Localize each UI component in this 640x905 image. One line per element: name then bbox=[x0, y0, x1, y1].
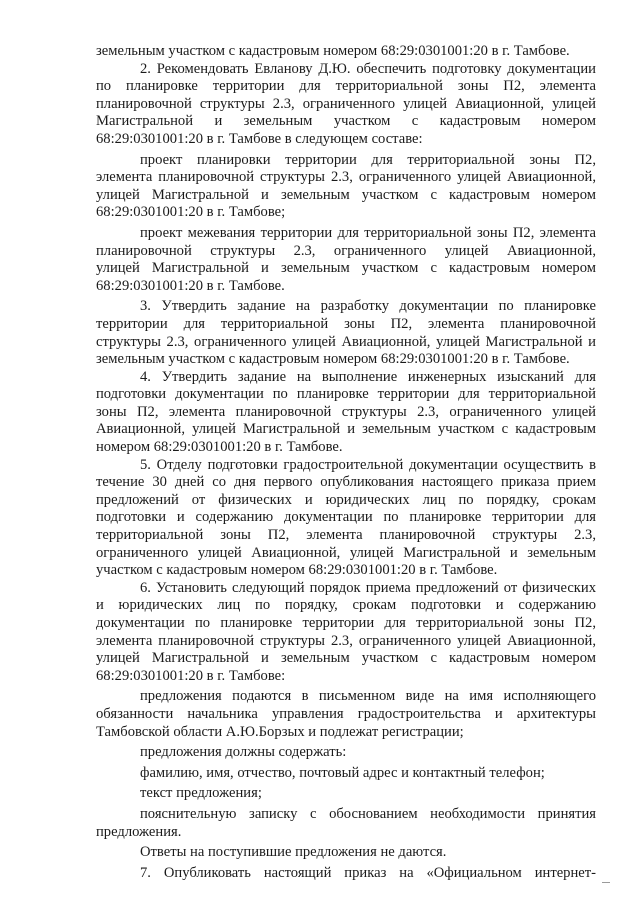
text-line: течение 30 дней со дня первого опубликования настоящего приказа прием bbox=[96, 474, 596, 491]
text-line: земельным участком с кадастровым номером 68:29:0301001:20 в г. Тамбове. bbox=[96, 43, 570, 59]
text-line: фамилию, имя, отчество, почтовый адрес и контактный телефон; bbox=[140, 764, 545, 781]
text-line: ограниченного улицей Авиационной, улицей Магистральной и земельным bbox=[96, 544, 596, 561]
text-line: 3. Утвердить задание на разработку документации по планировке bbox=[140, 298, 596, 315]
text-line: структуры 2.3, ограниченного улицей Авиационной, улицей Магистральной и bbox=[96, 333, 596, 350]
text-line: улицей Магистральной и земельным участком с кадастровым номером bbox=[96, 186, 596, 203]
text-line: 4. Утвердить задание на выполнение инженерных изысканий для bbox=[140, 368, 596, 385]
text-line: планировочной структуры 2.3, ограниченного улицей Авиационной, bbox=[96, 242, 596, 259]
text-line: 68:29:0301001:20 в г. Тамбове; bbox=[96, 204, 286, 221]
text-line: земельным участком с кадастровым номером 68:29:0301001:20 в г. Тамбове. bbox=[96, 351, 570, 368]
text-line: 68:29:0301001:20 в г. Тамбове: bbox=[96, 667, 286, 684]
text-line: территориальной зоны П2, элемента планировочной структуры 2.3, bbox=[96, 527, 596, 544]
text-line: предложений от физических и юридических лиц по порядку, срокам bbox=[96, 491, 596, 508]
text-line: 6. Установить следующий порядок приема предложений от физических bbox=[140, 579, 596, 596]
text-line: улицей Магистральной и земельным участком с кадастровым номером bbox=[96, 260, 596, 277]
text-line: 5. Отделу подготовки градостроительной документации осуществить в bbox=[140, 456, 596, 473]
text-line: проект межевания территории для территориальной зоны П2, элемента bbox=[140, 224, 596, 241]
text-line: документации по планировке территории для территориальной зоны П2, bbox=[96, 615, 596, 631]
text-line: 68:29:0301001:20 в г. Тамбове в следующем составе: bbox=[96, 130, 423, 147]
text-line: обязанности начальника управления градостроительства и архитектуры bbox=[96, 705, 596, 722]
text-line: номером 68:29:0301001:20 в г. Тамбове. bbox=[96, 439, 343, 456]
text-line: Магистральной и земельным участком с кадастровым номером bbox=[96, 113, 596, 130]
text-line: предложения. bbox=[96, 823, 182, 840]
text-line: планировочной структуры 2.3, ограниченного улицей Авиационной, улицей bbox=[96, 95, 596, 112]
text-line: и юридических лиц по порядку, срокам подготовки и содержанию bbox=[96, 597, 596, 614]
text-line: 7. Опубликовать настоящий приказ на «Официальном интернет- bbox=[140, 864, 596, 881]
text-line: предложения должны содержать: bbox=[140, 744, 347, 761]
text-line: предложения подаются в письменном виде на имя исполняющего bbox=[140, 688, 596, 705]
text-line: по планировке территории для территориальной зоны П2, элемента bbox=[96, 78, 596, 95]
text-line: 68:29:0301001:20 в г. Тамбове. bbox=[96, 277, 285, 294]
text-line: 2. Рекомендовать Евланову Д.Ю. обеспечить подготовку документации bbox=[140, 60, 596, 77]
text-line: Тамбовской области А.Ю.Борзых и подлежат регистрации; bbox=[96, 723, 464, 740]
text-line: элемента планировочной структуры 2.3, ограниченного улицей Авиационной, bbox=[96, 632, 596, 649]
text-line: проект планировки территории для территориальной зоны П2, bbox=[140, 151, 596, 168]
text-line: Ответы на поступившие предложения не даются. bbox=[140, 844, 447, 861]
text-line: подготовки и содержанию документации по планировке территории для bbox=[96, 509, 596, 526]
document-body bbox=[96, 43, 596, 882]
text-line: улицей Магистральной и земельным участком с кадастровым номером bbox=[96, 650, 596, 667]
text-line: участком с кадастровым номером 68:29:0301001:20 в г. Тамбове. bbox=[96, 562, 498, 579]
text-line: пояснительную записку с обоснованием необходимости принятия bbox=[140, 805, 596, 822]
text-line: подготовки документации по планировке территории для территориальной bbox=[96, 386, 596, 403]
text-line: текст предложения; bbox=[140, 785, 262, 802]
scan-artifact bbox=[602, 882, 610, 883]
text-line: элемента планировочной структуры 2.3, ограниченного улицей Авиационной, bbox=[96, 169, 596, 186]
text-line: зоны П2, элемента планировочной структуры 2.3, ограниченного улицей bbox=[96, 403, 596, 420]
text-line: Авиационной, улицей Магистральной и земельным участком с кадастровым bbox=[96, 421, 596, 438]
text-line: территории для территориальной зоны П2, элемента планировочной bbox=[96, 315, 596, 332]
